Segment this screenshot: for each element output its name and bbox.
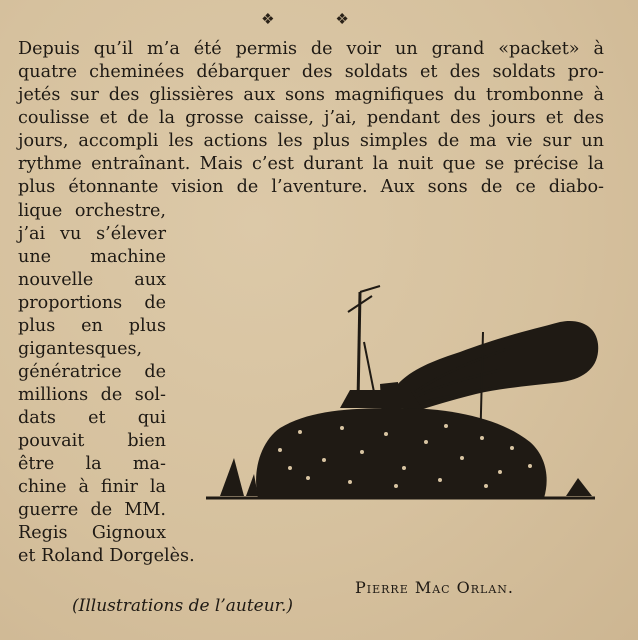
text-line: j’ai vu s’élever	[18, 224, 166, 244]
text-line: jours, accompli les actions les plus simples de ma vie sur un	[18, 131, 604, 151]
hull	[256, 408, 547, 498]
text-line: jetés sur des glissières aux sons magnifiques du trombonne à	[18, 85, 604, 105]
text-line: pouvait bien	[18, 431, 166, 451]
text-line: nouvelle aux	[18, 270, 166, 290]
text-line: coulisse et de la grosse caisse, j’ai, pendant des jours et des	[18, 108, 604, 128]
text-line: lique orchestre,	[18, 201, 166, 221]
text-line: génératrice de	[18, 362, 166, 382]
text-line: chine à finir la	[18, 477, 166, 497]
text-line: Regis Gignoux	[18, 523, 166, 543]
text-line: plus étonnante vision de l’aventure. Aux sons de ce diabo-	[18, 177, 604, 197]
text-line: et Roland Dorgelès.	[18, 546, 195, 566]
text-line: quatre cheminées débarquer des soldats et des soldats pro-	[18, 62, 604, 82]
superstructure	[340, 390, 422, 408]
text-line: rythme entraînant. Mais c’est durant la nuit que se précise la	[18, 154, 604, 174]
paragraph-full-width	[18, 38, 604, 199]
small-sail	[220, 458, 244, 496]
illustration-credit: (Illustrations de l’auteur.)	[72, 596, 293, 616]
paragraph-narrow-column	[18, 200, 195, 568]
text-line: dats et qui	[18, 408, 166, 428]
text-line: être la ma-	[18, 454, 166, 474]
text-line: gigantesques,	[18, 339, 143, 359]
text-line: millions de sol-	[18, 385, 166, 405]
text-line: une machine	[18, 247, 166, 267]
text-line: proportions de	[18, 293, 166, 313]
ship-illustration	[200, 282, 610, 518]
text-line: Depuis qu’il m’a été permis de voir un grand «packet» à	[18, 39, 604, 59]
mast	[358, 292, 360, 402]
smoke-cloud	[385, 321, 598, 412]
author-signature: Pierre Mac Orlan.	[355, 578, 515, 597]
text-line: guerre de MM.	[18, 500, 166, 520]
ornament: ❖ ❖	[261, 10, 377, 28]
mast-rigging	[348, 286, 380, 312]
small-figure	[566, 478, 592, 496]
text-line: plus en plus	[18, 316, 166, 336]
